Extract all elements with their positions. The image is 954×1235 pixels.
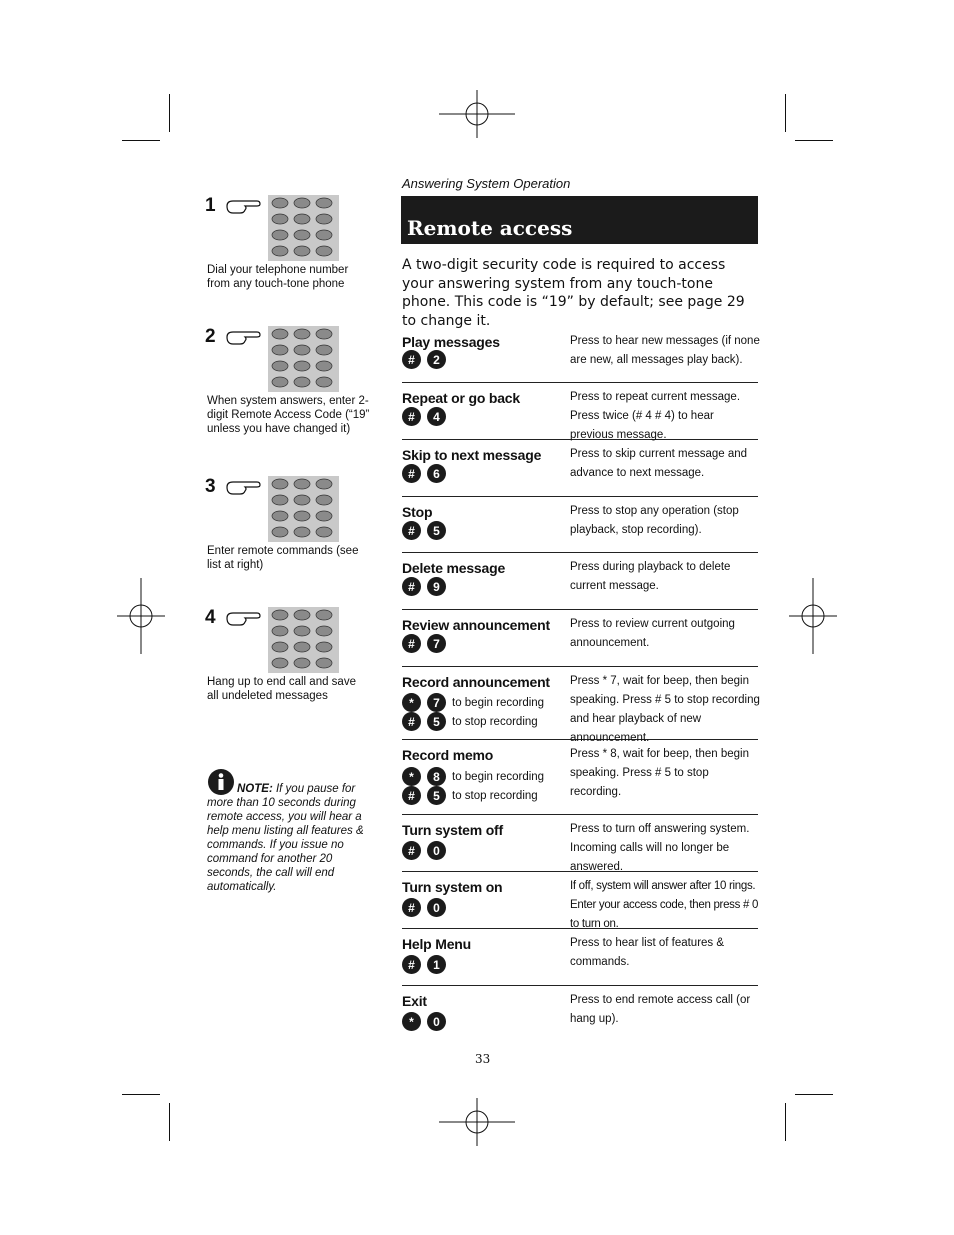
command-name: Help Menu <box>402 936 471 952</box>
registration-mark <box>439 76 515 152</box>
hash-key-icon: # <box>402 841 421 860</box>
command-row <box>402 929 758 986</box>
page-title: Remote access <box>407 216 573 240</box>
title-bar <box>401 196 758 244</box>
hash-key-icon: # <box>402 955 421 974</box>
note-label: NOTE: <box>237 783 273 795</box>
pointing-hand-icon <box>225 328 261 346</box>
crop-mark <box>785 94 786 132</box>
command-list <box>402 327 758 1042</box>
key-caption: to stop recording <box>452 716 538 728</box>
command-row <box>402 327 758 383</box>
command-description: Press to repeat current message. Press twice (# 4 # 4) to hear previous message. <box>570 391 741 441</box>
command-name: Review announcement <box>402 617 550 633</box>
pointing-hand-icon <box>225 478 261 496</box>
digit-key-icon: 7 <box>427 693 446 712</box>
keypad-icon <box>268 607 339 673</box>
command-description: Press during playback to delete current message. <box>570 561 731 592</box>
step-text: When system answers, enter 2-digit Remote Access Code (“19” unless you have changed it) <box>207 395 370 435</box>
command-row <box>402 872 758 929</box>
crop-mark <box>169 1103 170 1141</box>
command-description: Press to hear new messages (if none are new, all messages play back). <box>570 335 760 366</box>
command-description: Press to review current outgoing announcement. <box>570 618 735 649</box>
command-description: Press * 8, wait for beep, then begin speaking. Press # 5 to stop recording. <box>570 748 749 798</box>
step-3 <box>205 476 370 572</box>
hash-key-icon: # <box>402 464 421 483</box>
command-row <box>402 440 758 497</box>
step-number: 1 <box>205 195 216 216</box>
hash-key-icon: # <box>402 712 421 731</box>
command-row <box>402 553 758 610</box>
digit-key-icon: 4 <box>427 407 446 426</box>
hash-key-icon: # <box>402 634 421 653</box>
key-caption: to begin recording <box>452 697 545 709</box>
command-row <box>402 815 758 872</box>
info-icon <box>207 768 235 796</box>
command-row <box>402 383 758 440</box>
crop-mark <box>122 140 160 141</box>
step-number: 4 <box>205 607 216 628</box>
crop-mark <box>122 1094 160 1095</box>
command-name: Repeat or go back <box>402 390 520 406</box>
hash-key-icon: # <box>402 786 421 805</box>
digit-key-icon: 7 <box>427 634 446 653</box>
command-row <box>402 740 758 815</box>
command-description: Press to stop any operation (stop playback, stop recording). <box>570 505 739 536</box>
digit-key-icon: 5 <box>427 786 446 805</box>
keypad-icon <box>268 195 339 261</box>
command-name: Turn system off <box>402 822 503 838</box>
command-name: Play messages <box>402 334 500 350</box>
step-text: Dial your telephone number from any touch-tone phone <box>207 264 349 290</box>
hash-key-icon: # <box>402 898 421 917</box>
digit-key-icon: 0 <box>427 898 446 917</box>
keypad-icon <box>268 326 339 392</box>
digit-key-icon: 8 <box>427 767 446 786</box>
hash-key-icon: # <box>402 407 421 426</box>
command-name: Record announcement <box>402 674 550 690</box>
registration-mark <box>439 1084 515 1160</box>
digit-key-icon: 9 <box>427 577 446 596</box>
command-name: Delete message <box>402 560 506 576</box>
command-description: If off, system will answer after 10 rings. Enter your access code, then press # 0 to turn on. <box>570 880 759 930</box>
command-name: Skip to next message <box>402 447 542 463</box>
digit-key-icon: 5 <box>427 712 446 731</box>
command-description: Press to end remote access call (or hang up). <box>570 994 751 1025</box>
hash-key-icon: # <box>402 577 421 596</box>
note-text: If you pause for more than 10 seconds during remote access, you will hear a help menu listing all features & commands. If you issue no command for another 20 seconds, the call will end automatically. <box>207 783 364 893</box>
hash-key-icon: # <box>402 521 421 540</box>
command-row <box>402 667 760 744</box>
key-caption: to stop recording <box>452 790 538 802</box>
digit-key-icon: 5 <box>427 521 446 540</box>
step-text: Hang up to end call and save all undeleted messages <box>207 676 356 702</box>
key-caption: to begin recording <box>452 771 545 783</box>
command-name: Turn system on <box>402 879 503 895</box>
keypad-icon <box>268 476 339 542</box>
command-name: Exit <box>402 993 427 1009</box>
registration-mark <box>775 578 851 654</box>
star-key-icon: * <box>402 1012 421 1031</box>
star-key-icon: * <box>402 767 421 786</box>
step-text: Enter remote commands (see list at right) <box>207 545 359 571</box>
page-number: 33 <box>475 1052 491 1066</box>
section-label: Answering System Operation <box>402 176 571 191</box>
pointing-hand-icon <box>225 197 261 215</box>
command-row <box>402 986 758 1042</box>
pointing-hand-icon <box>225 609 261 627</box>
command-description: Press to hear list of features & commands. <box>570 937 725 968</box>
intro-paragraph: A two-digit security code is required to access your answering system from any touch-tone phone. This code is “19” by default; see page 29 to change it. <box>402 257 745 329</box>
step-number: 2 <box>205 326 216 347</box>
crop-mark <box>795 1094 833 1095</box>
command-name: Record memo <box>402 747 494 763</box>
command-name: Stop <box>402 504 433 520</box>
step-number: 3 <box>205 476 216 497</box>
command-row <box>402 497 758 553</box>
crop-mark <box>169 94 170 132</box>
step-2 <box>205 326 370 436</box>
hash-key-icon: # <box>402 350 421 369</box>
step-1 <box>205 195 370 291</box>
digit-key-icon: 0 <box>427 841 446 860</box>
command-row <box>402 610 758 667</box>
registration-mark <box>103 578 179 654</box>
step-4 <box>205 607 370 703</box>
star-key-icon: * <box>402 693 421 712</box>
note <box>207 768 367 894</box>
crop-mark <box>795 140 833 141</box>
digit-key-icon: 6 <box>427 464 446 483</box>
digit-key-icon: 1 <box>427 955 446 974</box>
command-description: Press to turn off answering system. Incoming calls will no longer be answered. <box>570 823 750 873</box>
crop-mark <box>785 1103 786 1141</box>
digit-key-icon: 0 <box>427 1012 446 1031</box>
command-description: Press * 7, wait for beep, then begin speaking. Press # 5 to stop recording and hear playback of new announcement. <box>570 675 760 744</box>
digit-key-icon: 2 <box>427 350 446 369</box>
command-description: Press to skip current message and advance to next message. <box>570 448 748 479</box>
